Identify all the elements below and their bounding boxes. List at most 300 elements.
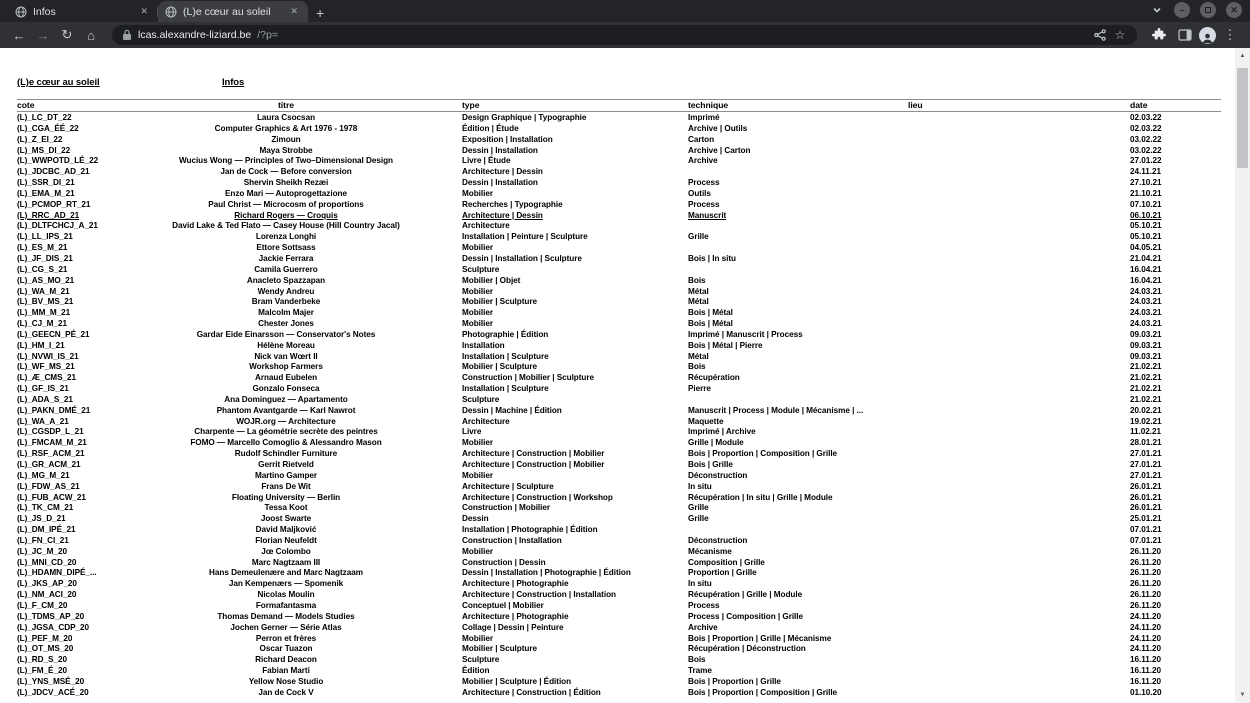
table-row[interactable] <box>17 460 1221 471</box>
cell-titre: Hans Demeulenære and Marc Nagtzaam <box>209 568 363 578</box>
table-row[interactable] <box>17 319 1221 330</box>
table-row[interactable] <box>17 579 1221 590</box>
cell-cote: (L)_LL_IPS_21 <box>17 232 73 242</box>
cell-type: Mobilier | Objet <box>462 275 521 285</box>
cell-type: Installation | Sculpture <box>462 384 549 394</box>
cell-date: 09.03.21 <box>1130 340 1162 350</box>
table-row[interactable] <box>17 612 1221 623</box>
cell-lieu <box>908 178 1130 189</box>
table-row[interactable] <box>17 427 1221 438</box>
table-row[interactable] <box>17 623 1221 634</box>
cell-date: 03.02.22 <box>1130 134 1162 144</box>
cell-date: 07.10.21 <box>1130 199 1162 209</box>
cell-technique: Récupération <box>688 373 740 383</box>
cell-technique <box>688 265 908 276</box>
cell-technique: Bois | Proportion | Grille <box>688 676 781 686</box>
cell-titre: Gardar Eide Einarsson — Conservator's Notes <box>196 329 376 339</box>
home-button[interactable]: ⌂ <box>87 27 95 43</box>
cell-lieu <box>908 666 1130 677</box>
cell-titre: Gonzalo Fonseca <box>252 384 320 394</box>
cell-titre: Chester Jones <box>258 319 314 329</box>
cell-date: 16.04.21 <box>1130 275 1162 285</box>
table-row[interactable] <box>17 221 1221 232</box>
cell-cote: (L)_ADA_S_21 <box>17 394 73 404</box>
cell-titre: Bram Vanderbeke <box>251 297 321 307</box>
cell-type: Dessin | Installation | Photographie | Édition <box>462 568 631 578</box>
table-row[interactable] <box>17 178 1221 189</box>
cell-technique: Bois <box>688 275 706 285</box>
forward-button[interactable]: → <box>36 27 50 43</box>
page-scrollbar[interactable] <box>1235 48 1250 703</box>
cell-date: 24.11.20 <box>1130 633 1162 643</box>
cell-cote: (L)_RRC_AD_21 <box>17 210 80 220</box>
table-row[interactable] <box>17 601 1221 612</box>
table-row[interactable] <box>17 167 1221 178</box>
table-row[interactable] <box>17 417 1221 428</box>
back-button[interactable]: ← <box>12 27 26 43</box>
cell-date: 19.02.21 <box>1130 416 1162 426</box>
cell-titre: Jochen Gerner — Série Atlas <box>230 622 342 632</box>
table-row[interactable] <box>17 655 1221 666</box>
cell-cote: (L)_F_CM_20 <box>17 600 68 610</box>
cell-technique: Bois <box>688 655 706 665</box>
scroll-down-icon[interactable]: ▼ <box>1239 692 1246 698</box>
cell-cote: (L)_JS_D_21 <box>17 514 66 524</box>
cell-cote: (L)_JDCV_ACÉ_20 <box>17 687 89 697</box>
cell-date: 26.11.20 <box>1130 568 1162 578</box>
bookmark-star-icon[interactable]: ☆ <box>1114 28 1126 42</box>
site-nav <box>0 77 1250 91</box>
header-titre: titre <box>278 100 294 110</box>
cell-lieu <box>908 265 1130 276</box>
table-row[interactable] <box>17 135 1221 146</box>
cell-technique: Mécanisme <box>688 546 732 556</box>
cell-technique: Manuscrit <box>688 210 727 220</box>
cell-type: Livre | Étude <box>462 156 511 166</box>
cell-date: 05.10.21 <box>1130 232 1162 242</box>
cell-type: Construction | Mobilier | Sculpture <box>462 373 595 383</box>
cell-date: 27.01.21 <box>1130 460 1162 469</box>
cell-date: 09.03.21 <box>1130 351 1162 361</box>
cell-type: Construction | Installation <box>462 535 562 545</box>
cell-lieu <box>908 167 1130 178</box>
cell-cote: (L)_HM_I_21 <box>17 340 65 350</box>
table-row[interactable] <box>17 341 1221 352</box>
cell-technique: Bois | Proportion | Grille | Mécanisme <box>688 633 832 643</box>
scrollbar-thumb[interactable] <box>1237 68 1248 168</box>
cell-type: Mobilier | Sculpture <box>462 362 537 372</box>
table-row[interactable] <box>17 482 1221 493</box>
cell-type: Mobilier <box>462 438 493 448</box>
cell-titre: FOMO — Marcello Comoglio & Alessandro Mason <box>190 438 382 448</box>
cell-type: Mobilier <box>462 243 493 253</box>
cell-lieu <box>908 601 1130 612</box>
cell-lieu <box>908 113 1130 124</box>
cell-date: 21.02.21 <box>1130 373 1162 383</box>
table-row[interactable] <box>17 189 1221 200</box>
profile-avatar[interactable] <box>1199 27 1216 44</box>
table-row[interactable] <box>17 406 1221 417</box>
minimize-button[interactable]: – <box>1174 2 1190 18</box>
cell-titre: Enzo Mari — Autoprogettazione <box>225 188 347 198</box>
cell-type: Installation <box>462 340 505 350</box>
cell-technique: In situ <box>688 579 712 589</box>
cell-type: Architecture | Construction | Installation <box>462 590 616 600</box>
cell-type: Architecture | Photographie <box>462 579 569 589</box>
tab-close-icon[interactable]: ✕ <box>140 6 148 16</box>
cell-technique <box>688 243 908 254</box>
tab-label: Infos <box>33 5 56 18</box>
cell-cote: (L)_GEECN_PÉ_21 <box>17 329 90 339</box>
table-row[interactable] <box>17 395 1221 406</box>
cell-type: Recherches | Typographie <box>462 199 563 209</box>
table-row[interactable] <box>17 688 1221 699</box>
cell-titre: Floating University — Berlin <box>231 492 341 502</box>
cell-cote: (L)_NVWI_IS_21 <box>17 351 79 361</box>
cell-cote: (L)_RSF_ACM_21 <box>17 449 85 459</box>
extensions-puzzle-icon[interactable] <box>1147 24 1171 46</box>
scroll-up-icon[interactable]: ▲ <box>1239 53 1246 59</box>
close-button[interactable]: ✕ <box>1226 2 1242 18</box>
table-row[interactable] <box>17 558 1221 569</box>
cell-cote: (L)_Æ_CMS_21 <box>17 373 77 383</box>
browser-menu-icon[interactable]: ⋮ <box>1223 27 1237 42</box>
cell-titre: Frans De Wit <box>261 481 311 491</box>
chevron-down-icon[interactable] <box>1150 3 1164 17</box>
cell-titre: Thomas Demand — Models Studies <box>217 611 355 621</box>
cell-date: 21.02.21 <box>1130 394 1162 404</box>
cell-date: 21.02.21 <box>1130 384 1162 394</box>
cell-titre: Workshop Farmers <box>249 362 323 372</box>
cell-lieu <box>908 406 1130 417</box>
table-row[interactable] <box>17 211 1221 222</box>
cell-technique: Bois | Métal <box>688 308 733 318</box>
table-row[interactable] <box>17 200 1221 211</box>
cell-lieu <box>908 395 1130 406</box>
cell-date: 27.01.21 <box>1130 470 1162 480</box>
cell-cote: (L)_HDAMN_DIPÉ_... <box>17 568 97 578</box>
cell-type: Collage | Dessin | Peinture <box>462 622 564 632</box>
table-row[interactable] <box>17 373 1221 384</box>
cell-cote: (L)_FUB_ACW_21 <box>17 492 86 502</box>
cell-type: Photographie | Édition <box>462 329 549 339</box>
cell-titre: Florian Neufeldt <box>255 535 317 545</box>
table-row[interactable] <box>17 634 1221 645</box>
cell-cote: (L)_RD_S_20 <box>17 655 67 665</box>
cell-cote: (L)_FDW_AS_21 <box>17 481 80 491</box>
table-row[interactable] <box>17 254 1221 265</box>
cell-cote: (L)_EMA_M_21 <box>17 188 75 198</box>
cell-lieu <box>908 536 1130 547</box>
table-row[interactable] <box>17 384 1221 395</box>
cell-titre: Ettore Sottsass <box>256 243 316 253</box>
cell-cote: (L)_FMCAM_M_21 <box>17 438 87 448</box>
cell-lieu <box>908 590 1130 601</box>
table-row[interactable] <box>17 243 1221 254</box>
cell-lieu <box>908 688 1130 699</box>
table-row[interactable] <box>17 287 1221 298</box>
cell-technique: Process <box>688 600 720 610</box>
cell-date: 01.10.20 <box>1130 687 1162 697</box>
cell-date: 07.01.21 <box>1130 535 1162 545</box>
cell-technique: Proportion | Grille <box>688 568 757 578</box>
cell-lieu <box>908 438 1130 449</box>
cell-date: 07.01.21 <box>1130 525 1162 535</box>
cell-titre: WOJR.org — Architecture <box>236 416 336 426</box>
table-row[interactable] <box>17 493 1221 504</box>
table-row[interactable] <box>17 547 1221 558</box>
cell-date: 21.04.21 <box>1130 253 1162 263</box>
cell-cote: (L)_TDMS_AP_20 <box>17 611 85 621</box>
table-row[interactable] <box>17 232 1221 243</box>
cell-lieu <box>908 384 1130 395</box>
cell-titre: Fabian Marti <box>262 666 310 676</box>
cell-lieu <box>908 189 1130 200</box>
cell-type: Construction | Dessin <box>462 557 546 567</box>
cell-type: Mobilier <box>462 188 493 198</box>
cell-cote: (L)_JC_M_20 <box>17 546 67 556</box>
cell-type: Mobilier <box>462 546 493 556</box>
cell-date: 24.11.20 <box>1130 622 1162 632</box>
cell-lieu <box>908 514 1130 525</box>
table-row[interactable] <box>17 352 1221 363</box>
table-row[interactable] <box>17 156 1221 167</box>
cell-date: 16.11.20 <box>1130 676 1162 686</box>
table-row[interactable] <box>17 124 1221 135</box>
cell-cote: (L)_WF_MS_21 <box>17 362 75 372</box>
cell-type: Exposition | Installation <box>462 134 553 144</box>
table-row[interactable] <box>17 525 1221 536</box>
cell-titre: Tessa Koot <box>264 503 308 513</box>
tab-close-icon[interactable]: ✕ <box>290 6 298 16</box>
cell-titre: Paul Christ — Microcosm of proportions <box>208 199 364 209</box>
cell-technique: Process <box>688 178 720 188</box>
cell-date: 28.01.21 <box>1130 438 1162 448</box>
cell-cote: (L)_JDCBC_AD_21 <box>17 167 90 177</box>
side-panel-icon[interactable] <box>1173 24 1197 46</box>
cell-technique: Métal <box>688 286 709 296</box>
cell-titre: Computer Graphics & Art 1976 - 1978 <box>214 123 358 133</box>
cell-type: Mobilier <box>462 470 493 480</box>
cell-date: 26.11.20 <box>1130 557 1162 567</box>
cell-titre: Phantom Avantgarde — Karl Nawrot <box>216 405 356 415</box>
url-domain: lcas.alexandre-liziard.be <box>138 29 252 41</box>
cell-type: Architecture <box>462 221 510 231</box>
cell-type: Conceptuel | Mobilier <box>462 600 544 610</box>
cell-cote: (L)_PEF_M_20 <box>17 633 73 643</box>
cell-titre: Camila Guerrero <box>254 264 318 274</box>
cell-technique: Composition | Grille <box>688 557 765 567</box>
cell-date: 24.03.21 <box>1130 297 1162 307</box>
table-row[interactable] <box>17 471 1221 482</box>
cell-technique: Récupération | Grille | Module <box>688 590 803 600</box>
cell-type: Édition <box>462 666 490 676</box>
header-technique: technique <box>688 100 729 110</box>
cell-lieu <box>908 243 1130 254</box>
cell-technique: Imprimé <box>688 113 720 122</box>
cell-cote: (L)_OT_MS_20 <box>17 644 74 654</box>
tab-infos[interactable] <box>8 1 158 22</box>
cell-type: Mobilier | Sculpture <box>462 644 537 654</box>
cell-type: Architecture | Construction | Mobilier <box>462 449 605 459</box>
cell-date: 16.11.20 <box>1130 666 1162 676</box>
cell-date: 16.04.21 <box>1130 264 1162 274</box>
cell-type: Sculpture <box>462 655 500 665</box>
cell-lieu <box>908 232 1130 243</box>
new-tab-button[interactable]: + <box>316 5 325 21</box>
cell-type: Design Graphique | Typographie <box>462 113 587 122</box>
table-row[interactable] <box>17 438 1221 449</box>
cell-date: 06.10.21 <box>1130 210 1162 220</box>
cell-cote: (L)_CG_S_21 <box>17 264 68 274</box>
cell-titre: Zimoun <box>271 134 301 144</box>
cell-technique: Bois <box>688 362 706 372</box>
nav-link-home[interactable]: (L)e cœur au soleil <box>17 77 100 88</box>
cell-lieu <box>908 493 1130 504</box>
cell-type: Architecture | Dessin <box>462 210 543 220</box>
table-row[interactable] <box>17 362 1221 373</box>
cell-cote: (L)_DM_IPÉ_21 <box>17 525 76 535</box>
table-row[interactable] <box>17 330 1221 341</box>
table-row[interactable] <box>17 666 1221 677</box>
cell-date: 27.01.21 <box>1130 449 1162 459</box>
table-row[interactable] <box>17 308 1221 319</box>
table-row[interactable] <box>17 276 1221 287</box>
cell-date: 21.02.21 <box>1130 362 1162 372</box>
cell-cote: (L)_WA_A_21 <box>17 416 69 426</box>
cell-technique: Déconstruction <box>688 535 748 545</box>
cell-cote: (L)_CGA_ÉÉ_22 <box>17 123 79 133</box>
cell-lieu <box>908 341 1130 352</box>
cell-lieu <box>908 221 1130 232</box>
header-lieu: lieu <box>908 100 923 110</box>
cell-lieu <box>908 352 1130 363</box>
table-row[interactable] <box>17 677 1221 688</box>
table-row[interactable] <box>17 590 1221 601</box>
cell-date: 16.11.20 <box>1130 655 1162 665</box>
cell-type: Édition | Étude <box>462 123 519 133</box>
table-rows <box>17 112 1221 699</box>
cell-technique: Imprimé | Manuscrit | Process <box>688 329 803 339</box>
cell-titre: Jœ Colombo <box>261 546 311 556</box>
cell-technique: In situ <box>688 481 712 491</box>
table-row[interactable] <box>17 297 1221 308</box>
cell-lieu <box>908 427 1130 438</box>
cell-technique: Imprimé | Archive <box>688 427 756 437</box>
cell-cote: (L)_WA_M_21 <box>17 286 70 296</box>
cell-lieu <box>908 482 1130 493</box>
cell-type: Construction | Mobilier <box>462 503 551 513</box>
cell-date: 24.11.20 <box>1130 611 1162 621</box>
table-row[interactable] <box>17 514 1221 525</box>
cell-date: 27.01.22 <box>1130 156 1162 166</box>
cell-lieu <box>908 644 1130 655</box>
table-row[interactable] <box>17 568 1221 579</box>
cell-titre: Ana Dominguez — Apartamento <box>224 394 348 404</box>
cell-date: 11.02.21 <box>1130 427 1162 437</box>
table-row[interactable] <box>17 449 1221 460</box>
cell-type: Installation | Peinture | Sculpture <box>462 232 588 242</box>
cell-titre: Jackie Ferrara <box>258 253 314 263</box>
cell-lieu <box>908 362 1130 373</box>
cell-lieu <box>908 330 1130 341</box>
cell-date: 20.02.21 <box>1130 405 1162 415</box>
page-content <box>0 48 1250 703</box>
share-icon[interactable] <box>1093 28 1107 42</box>
cell-technique: Bois | Proportion | Composition | Grille <box>688 687 838 697</box>
cell-technique: Process | Composition | Grille <box>688 611 804 621</box>
tab-le-coeur-au-soleil[interactable] <box>158 1 308 22</box>
cell-date: 04.05.21 <box>1130 243 1162 253</box>
cell-type: Architecture | Construction | Workshop <box>462 492 613 502</box>
cell-titre: Richard Deacon <box>255 655 317 665</box>
cell-titre: Jan de Cock V <box>258 687 314 697</box>
cell-date: 26.11.20 <box>1130 600 1162 610</box>
globe-favicon-icon <box>15 6 27 18</box>
cell-titre: Laura Csocsan <box>256 113 316 122</box>
reload-button[interactable]: ↻ <box>61 27 73 42</box>
cell-type: Mobilier <box>462 308 493 318</box>
cell-titre: Wendy Andreu <box>257 286 315 296</box>
cell-technique: Métal <box>688 351 709 361</box>
cell-date: 27.10.21 <box>1130 178 1162 188</box>
cell-technique: Process <box>688 199 720 209</box>
cell-titre: Maya Strobbe <box>259 145 313 155</box>
cell-lieu <box>908 558 1130 569</box>
cell-date: 24.03.21 <box>1130 319 1162 329</box>
cell-lieu <box>908 146 1130 157</box>
cell-lieu <box>908 297 1130 308</box>
cell-titre: Gerrit Rietveld <box>258 460 314 469</box>
cell-cote: (L)_NM_ACI_20 <box>17 590 77 600</box>
cell-technique: Bois | Proportion | Composition | Grille <box>688 449 838 459</box>
cell-lieu <box>908 135 1130 146</box>
cell-technique: Archive | Carton <box>688 145 751 155</box>
cell-type: Dessin <box>462 514 489 524</box>
table-row[interactable] <box>17 503 1221 514</box>
maximize-button[interactable] <box>1200 2 1216 18</box>
cell-lieu <box>908 547 1130 558</box>
cell-lieu <box>908 276 1130 287</box>
url-bar[interactable] <box>112 25 1137 45</box>
cell-type: Mobilier | Sculpture | Édition <box>462 676 572 686</box>
table-row[interactable] <box>17 644 1221 655</box>
cell-type: Architecture | Construction | Édition <box>462 687 601 697</box>
cell-cote: (L)_BV_MS_21 <box>17 297 74 307</box>
cell-lieu <box>908 471 1130 482</box>
cell-technique <box>688 395 908 406</box>
cell-technique: Grille | Module <box>688 438 744 448</box>
cell-titre: Nicolas Moulin <box>257 590 315 600</box>
cell-titre: Hélène Moreau <box>257 340 315 350</box>
nav-link-infos[interactable]: Infos <box>222 77 245 88</box>
cell-date: 26.11.20 <box>1130 546 1162 556</box>
cell-lieu <box>908 417 1130 428</box>
cell-lieu <box>908 449 1130 460</box>
cell-cote: (L)_Z_EI_22 <box>17 134 63 144</box>
table-row[interactable] <box>17 265 1221 276</box>
globe-favicon-icon <box>165 6 177 18</box>
cell-titre: Formafantasma <box>255 600 317 610</box>
cell-lieu <box>908 319 1130 330</box>
cell-technique <box>688 525 908 536</box>
cell-cote: (L)_WWPOTD_LÉ_22 <box>17 156 99 166</box>
table-row[interactable] <box>17 536 1221 547</box>
table-row[interactable] <box>17 113 1221 124</box>
cell-date: 02.03.22 <box>1130 113 1162 122</box>
table-row[interactable] <box>17 146 1221 157</box>
cell-type: Installation | Sculpture <box>462 351 549 361</box>
